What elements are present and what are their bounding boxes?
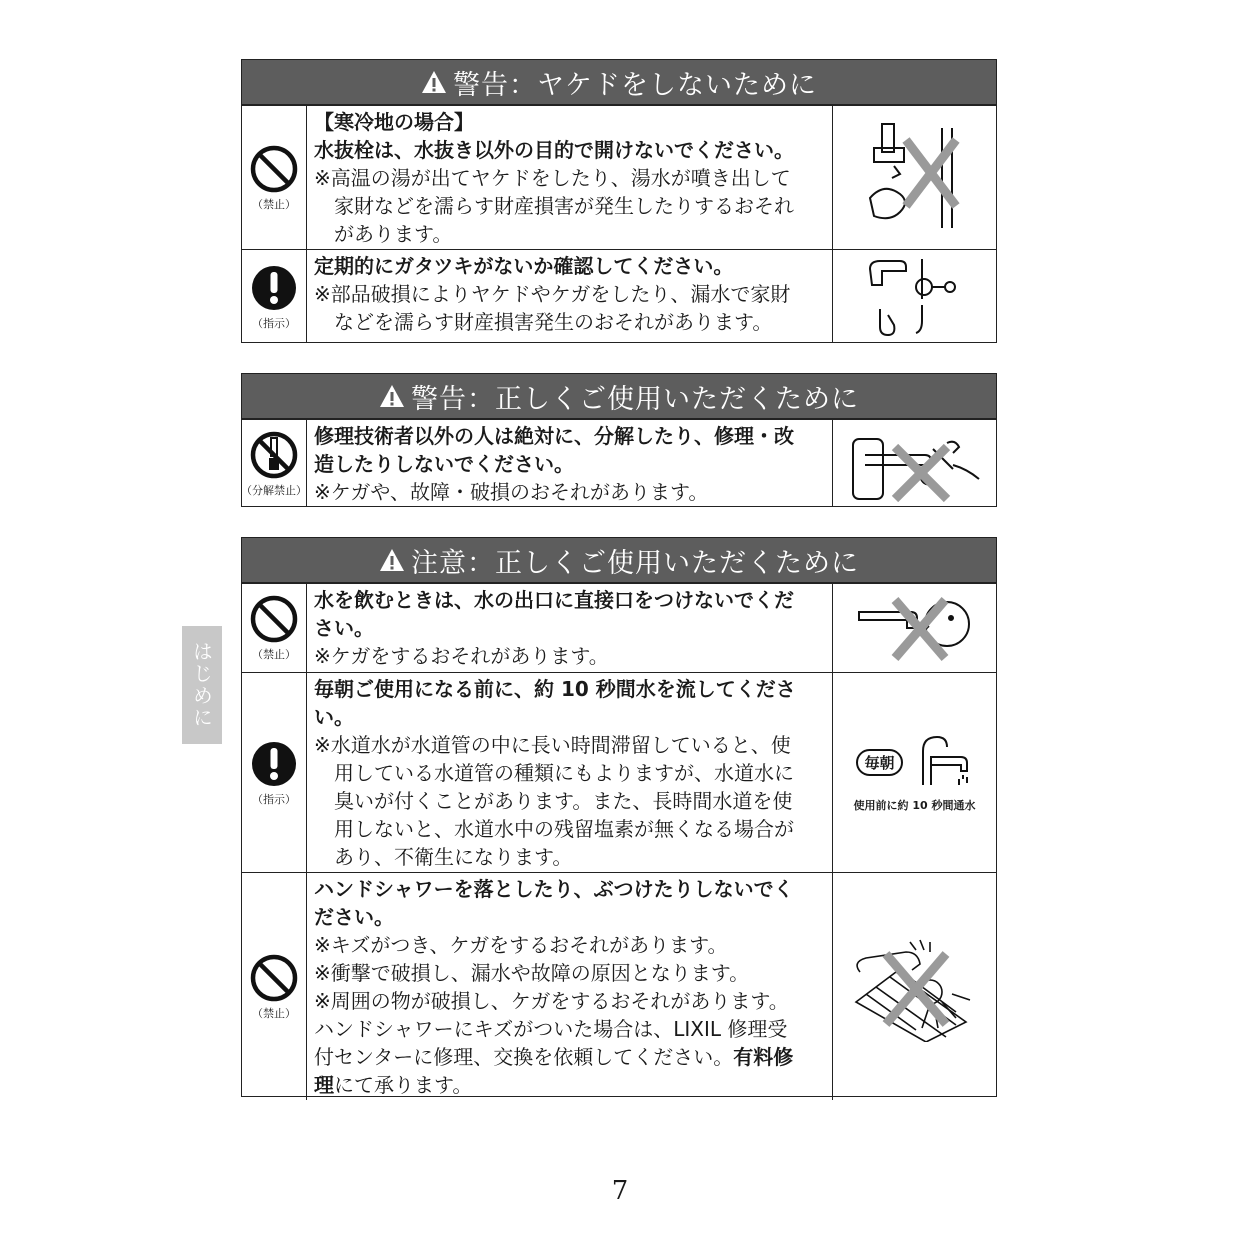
- text-line: ださい。: [314, 905, 394, 929]
- illustration-cell: [833, 673, 996, 872]
- text-line: ハンドシャワーにキズがついた場合は、LIXIL 修理受: [314, 1017, 788, 1041]
- section-header: [242, 538, 996, 583]
- faucet-check-illustration: [860, 255, 970, 339]
- text-line: あり、不衛生になります。: [334, 845, 573, 869]
- symbol-cell: [242, 584, 307, 672]
- symbol-cell: [242, 106, 307, 249]
- text-line: ※ケガや、故障・破損のおそれがあります。: [314, 480, 709, 504]
- symbol-cell: [242, 250, 307, 343]
- row-text: [307, 420, 833, 507]
- text-fragment-bold: 理: [314, 1073, 334, 1097]
- illustration-cell: [833, 873, 996, 1100]
- text-line: 用しないと、水道水中の残留塩素が無くなる場合が: [334, 817, 794, 841]
- illustration-cell: [833, 106, 996, 249]
- section-title: 警告：正しくご使用いただくために: [411, 383, 859, 415]
- table-row: [242, 583, 996, 672]
- text-fragment: にて承ります。: [334, 1073, 473, 1097]
- text-line: 用している水道管の種類にもよりますが、水道水に: [334, 761, 794, 785]
- page-number: 7: [611, 1176, 629, 1206]
- prohibition-icon: [249, 144, 299, 194]
- text-line: ※部品破損によりヤケドやケガをしたり、漏水で家財: [314, 282, 791, 306]
- chapter-side-tab: はじめに: [182, 626, 222, 744]
- faucet-wrench-illustration: [845, 425, 985, 503]
- text-line: があります。: [334, 222, 453, 246]
- symbol-caption: （指示）: [252, 792, 296, 806]
- symbol-cell: [242, 673, 307, 872]
- row-text: [307, 873, 833, 1100]
- text-line: などを濡らす財産損害発生のおそれがあります。: [334, 310, 773, 334]
- illustration-cell: [833, 420, 996, 507]
- section-title: 注意：正しくご使用いただくために: [411, 547, 859, 579]
- warning-burn-box: [241, 59, 997, 343]
- drinking-from-faucet-illustration: [855, 590, 975, 666]
- table-row: [242, 872, 996, 1100]
- text-line: 修理技術者以外の人は絶対に、分解したり、修理・改: [314, 424, 794, 448]
- text-line: ※水道水が水道管の中に長い時間滞留していると、使: [314, 733, 791, 757]
- caution-proper-use-box: [241, 537, 997, 1097]
- text-line: 定期的にガタツキがないか確認してください。: [314, 254, 734, 278]
- dropped-shower-illustration: [850, 932, 980, 1042]
- text-line: 臭いが付くことがあります。また、長時間水道を使: [334, 789, 793, 813]
- text-line: ※衝撃で破損し、漏水や故障の原因となります。: [314, 961, 750, 985]
- table-row: [242, 419, 996, 507]
- row-text: [307, 106, 833, 249]
- text-line: 家財などを濡らす財産損害が発生したりするおそれ: [334, 194, 794, 218]
- text-line: ※ケガをするおそれがあります。: [314, 644, 609, 668]
- illustration-cell: [833, 584, 996, 672]
- no-disassembly-icon: [249, 430, 299, 480]
- text-line: さい。: [314, 616, 374, 640]
- symbol-cell: [242, 873, 307, 1100]
- table-row: [242, 105, 996, 249]
- text-line: 水を飲むときは、水の出口に直接口をつけないでくだ: [314, 588, 794, 612]
- text-fragment-bold: 有料修: [733, 1045, 794, 1069]
- text-line: ハンドシャワーを落としたり、ぶつけたりしないでく: [314, 877, 794, 901]
- symbol-caption: （禁止）: [252, 197, 296, 211]
- table-row: [242, 672, 996, 872]
- symbol-cell: [242, 420, 307, 507]
- warning-triangle-icon: [379, 547, 405, 573]
- prohibition-icon: [249, 594, 299, 644]
- text-fragment: 付センターに修理、交換を依頼してください。: [314, 1045, 734, 1069]
- instruction-icon: [249, 739, 299, 789]
- text-line: [314, 1071, 826, 1099]
- text-line: ※高温の湯が出てヤケドをしたり、湯水が噴き出して: [314, 166, 791, 190]
- text-line: 毎朝ご使用になる前に、約 10 秒間水を流してくださ: [314, 677, 796, 701]
- instruction-icon: [249, 263, 299, 313]
- symbol-caption: （分解禁止）: [241, 483, 307, 497]
- section-title: 警告：ヤケドをしないために: [453, 69, 817, 101]
- text-line: 【寒冷地の場合】: [314, 110, 474, 134]
- section-header: [242, 374, 996, 419]
- text-line: 造したりしないでください。: [314, 452, 574, 476]
- prohibition-icon: [249, 953, 299, 1003]
- text-line: ※キズがつき、ケガをするおそれがあります。: [314, 933, 728, 957]
- symbol-caption: （禁止）: [252, 1006, 296, 1020]
- illustration-cell: [833, 250, 996, 343]
- symbol-caption: （指示）: [252, 316, 296, 330]
- table-row: [242, 249, 996, 343]
- faucet-running-icon: [913, 733, 973, 793]
- warning-proper-use-box: [241, 373, 997, 507]
- warning-triangle-icon: [379, 383, 405, 409]
- section-header: [242, 60, 996, 105]
- row-text: [307, 250, 833, 343]
- text-line: 水抜栓は、水抜き以外の目的で開けないでください。: [314, 138, 794, 162]
- row-text: [307, 673, 833, 872]
- row-text: [307, 584, 833, 672]
- image-caption: 使用前に約 10 秒間通水: [853, 798, 976, 812]
- every-morning-badge: 毎朝: [856, 749, 902, 776]
- symbol-caption: （禁止）: [252, 648, 296, 661]
- text-line: ※周囲の物が破損し、ケガをするおそれがあります。: [314, 989, 789, 1013]
- warning-triangle-icon: [421, 69, 447, 95]
- text-line: [314, 1043, 826, 1071]
- text-line: い。: [314, 705, 354, 729]
- drain-valve-hot-water-illustration: [860, 118, 970, 238]
